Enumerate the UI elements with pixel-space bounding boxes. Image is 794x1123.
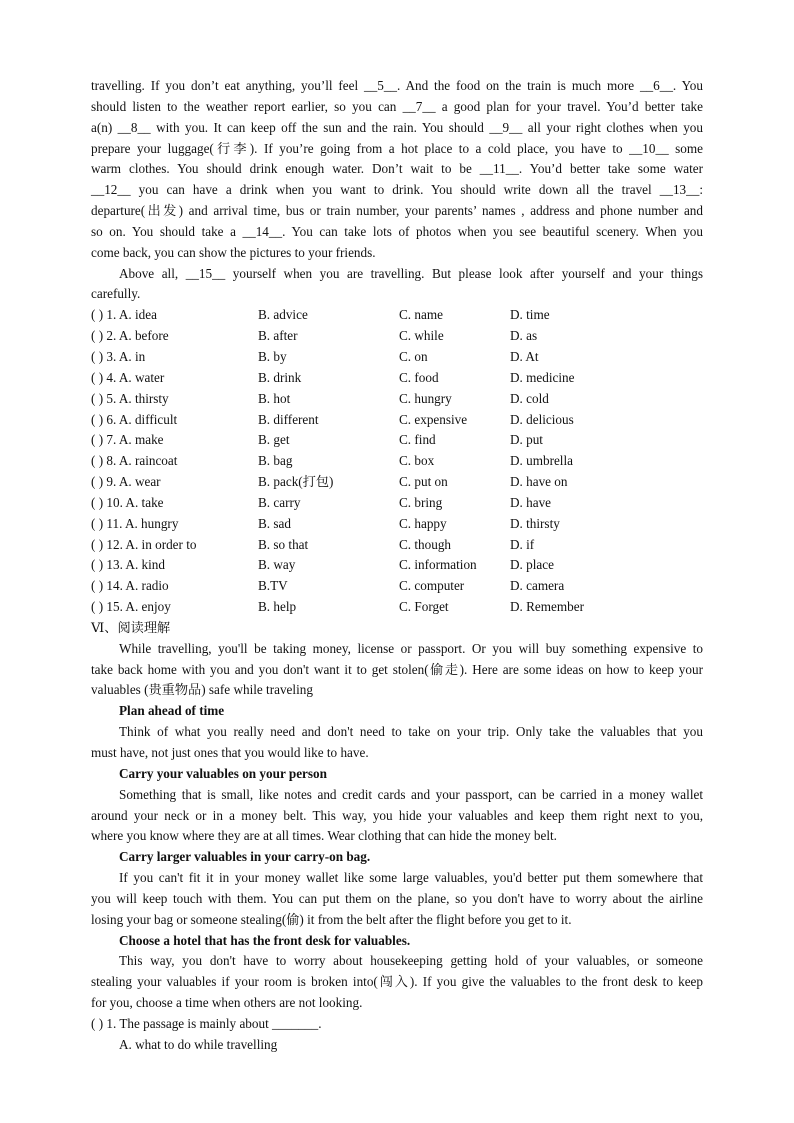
option-question: ( ) 10. A. take	[91, 494, 164, 510]
option-question: ( ) 7. A. make	[91, 432, 164, 448]
option-c: C. put on	[399, 474, 448, 490]
option-b: B. drink	[258, 369, 302, 385]
option-row[interactable]	[91, 555, 703, 576]
option-b: B. way	[258, 557, 296, 573]
option-d: D. thirsty	[510, 515, 560, 531]
option-row[interactable]	[91, 493, 703, 514]
cloze-line: carefully.	[91, 286, 141, 302]
option-question: ( ) 13. A. kind	[91, 557, 165, 573]
tip-heading: Carry your valuables on your person	[119, 765, 327, 781]
option-b: B. different	[258, 411, 319, 427]
reading-line: for you, choose a time when others are not looking.	[91, 995, 363, 1011]
reading-line: This way, you don't have to worry about housekeeping getting hold of your valuables, or someone	[119, 953, 703, 969]
option-question: ( ) 6. A. difficult	[91, 411, 178, 427]
option-d: D. medicine	[510, 369, 575, 385]
reading-line: you will keep touch with them. You can put them on the plane, so you don't have to worry about the airline	[91, 890, 703, 906]
question-option-a[interactable]: A. what to do while travelling	[119, 1036, 278, 1052]
option-b: B. pack(打包)	[258, 474, 334, 490]
cloze-line: warm clothes. You should drink enough water. Don’t wait to be __11__. You’d better take some water	[91, 161, 703, 177]
option-question: ( ) 14. A. radio	[91, 578, 169, 594]
option-row[interactable]	[91, 326, 703, 347]
option-question: ( ) 5. A. thirsty	[91, 390, 169, 406]
option-question: ( ) 3. A. in	[91, 348, 146, 364]
option-c: C. name	[399, 307, 443, 323]
cloze-line: travelling. If you don’t eat anything, you’ll feel __5__. And the food on the train is much more __6__. You	[91, 78, 703, 93]
option-c: C. information	[399, 557, 477, 573]
option-row[interactable]	[91, 514, 703, 535]
reading-line: losing your bag or someone stealing(偷) it from the belt after the flight before you get to it.	[91, 911, 572, 927]
option-row[interactable]	[91, 597, 703, 618]
option-row[interactable]	[91, 535, 703, 556]
option-c: C. box	[399, 453, 435, 469]
option-d: D. At	[510, 348, 539, 364]
cloze-line: departure(出发) and arrival time, bus or train number, your parents’ names , address and phone number and	[91, 203, 703, 219]
option-c: C. bring	[399, 494, 443, 510]
reading-line: stealing your valuables if your room is broken into(闯入). If you give the valuables to the front desk to keep	[91, 974, 703, 990]
option-d: D. have	[510, 494, 552, 510]
option-row[interactable]	[91, 305, 703, 326]
option-row[interactable]	[91, 576, 703, 597]
option-d: D. umbrella	[510, 453, 573, 469]
option-b: B. get	[258, 432, 290, 448]
option-b: B. advice	[258, 307, 308, 323]
option-b: B.TV	[258, 578, 288, 594]
option-b: B. sad	[258, 515, 291, 531]
reading-line: must have, not just ones that you would like to have.	[91, 745, 369, 760]
option-row[interactable]	[91, 389, 703, 410]
option-c: C. hungry	[399, 390, 452, 406]
option-d: D. delicious	[510, 411, 574, 427]
reading-line: While travelling, you'll be taking money, license or passport. Or you will buy something expensive to	[119, 640, 703, 656]
option-b: B. help	[258, 599, 297, 615]
option-c: C. expensive	[399, 411, 468, 427]
worksheet-page	[91, 76, 703, 1056]
option-c: C. food	[399, 369, 439, 385]
option-question: ( ) 2. A. before	[91, 328, 169, 344]
cloze-line: __12__ you can have a drink when you want to drink. You should write down all the travel __13__:	[91, 182, 703, 198]
option-b: B. so that	[258, 536, 309, 552]
option-d: D. if	[510, 536, 535, 552]
option-c: C. though	[399, 536, 452, 552]
option-c: C. Forget	[399, 599, 449, 615]
option-c: C. computer	[399, 578, 465, 594]
option-d: D. time	[510, 307, 550, 323]
option-c: C. on	[399, 348, 428, 364]
cloze-line: so on. You should take a __14__. You can take lots of photos when you see beautiful scenery. When you	[91, 223, 703, 239]
section-heading: Ⅵ、阅读理解	[91, 619, 171, 635]
option-question: ( ) 11. A. hungry	[91, 515, 179, 531]
option-b: B. after	[258, 328, 298, 344]
cloze-line: come back, you can show the pictures to your friends.	[91, 244, 376, 260]
option-question: ( ) 15. A. enjoy	[91, 599, 171, 615]
option-d: D. place	[510, 557, 554, 573]
option-row[interactable]	[91, 368, 703, 389]
tip-heading: Carry larger valuables in your carry-on bag.	[119, 849, 371, 865]
option-question: ( ) 1. A. idea	[91, 307, 157, 323]
option-b: B. bag	[258, 453, 293, 469]
cloze-options	[91, 305, 703, 618]
cloze-line: prepare your luggage(行李). If you’re going from a hot place to a cold place, you have to __10__ some	[91, 140, 703, 156]
option-row[interactable]	[91, 451, 703, 472]
option-row[interactable]	[91, 347, 703, 368]
option-d: D. put	[510, 432, 543, 448]
option-row[interactable]	[91, 430, 703, 451]
question-stem[interactable]: ( ) 1. The passage is mainly about _______.	[91, 1015, 322, 1031]
reading-line: around your neck or in a money belt. This way, you hide your valuables and keep them right next to you,	[91, 807, 703, 823]
option-question: ( ) 4. A. water	[91, 369, 165, 385]
option-c: C. happy	[399, 515, 447, 531]
option-d: D. cold	[510, 390, 549, 406]
option-question: ( ) 8. A. raincoat	[91, 453, 178, 469]
option-c: C. while	[399, 328, 444, 344]
option-question: ( ) 9. A. wear	[91, 474, 161, 490]
option-c: C. find	[399, 432, 436, 448]
reading-line: valuables (贵重物品) safe while traveling	[91, 682, 313, 698]
option-row[interactable]	[91, 472, 703, 493]
tip-heading: Choose a hotel that has the front desk for valuables.	[119, 932, 411, 948]
cloze-line: a(n) __8__ with you. It can keep off the sun and the rain. You should __9__ all your right clothes when you	[91, 119, 703, 135]
cloze-line: should listen to the weather report earlier, so you can __7__ a good plan for your travel. You’d better take	[91, 98, 703, 114]
option-question: ( ) 12. A. in order to	[91, 536, 197, 552]
reading-line: Something that is small, like notes and credit cards and your passport, can be carried in a money wallet	[119, 786, 703, 802]
reading-line: where you know where they are at all times. Wear clothing that can hide the money belt.	[91, 828, 557, 844]
reading-line: If you can't fit it in your money wallet like some large valuables, you'd better put them somewhere that	[119, 870, 703, 886]
option-d: D. have on	[510, 474, 568, 490]
cloze-line: Above all, __15__ yourself when you are travelling. But please look after yourself and your things	[119, 265, 703, 281]
option-d: D. camera	[510, 578, 565, 594]
reading-line: take back home with you and you don't want it to get stolen(偷走). Here are some ideas on how to keep your	[91, 661, 703, 677]
option-b: B. carry	[258, 494, 301, 510]
option-row[interactable]	[91, 410, 703, 431]
option-b: B. hot	[258, 390, 291, 406]
option-b: B. by	[258, 348, 287, 364]
reading-line: Think of what you really need and don't need to take on your trip. Only take the valuables that you	[119, 724, 703, 740]
option-d: D. as	[510, 328, 538, 344]
option-d: D. Remember	[510, 599, 584, 615]
tip-heading: Plan ahead of time	[119, 703, 225, 719]
